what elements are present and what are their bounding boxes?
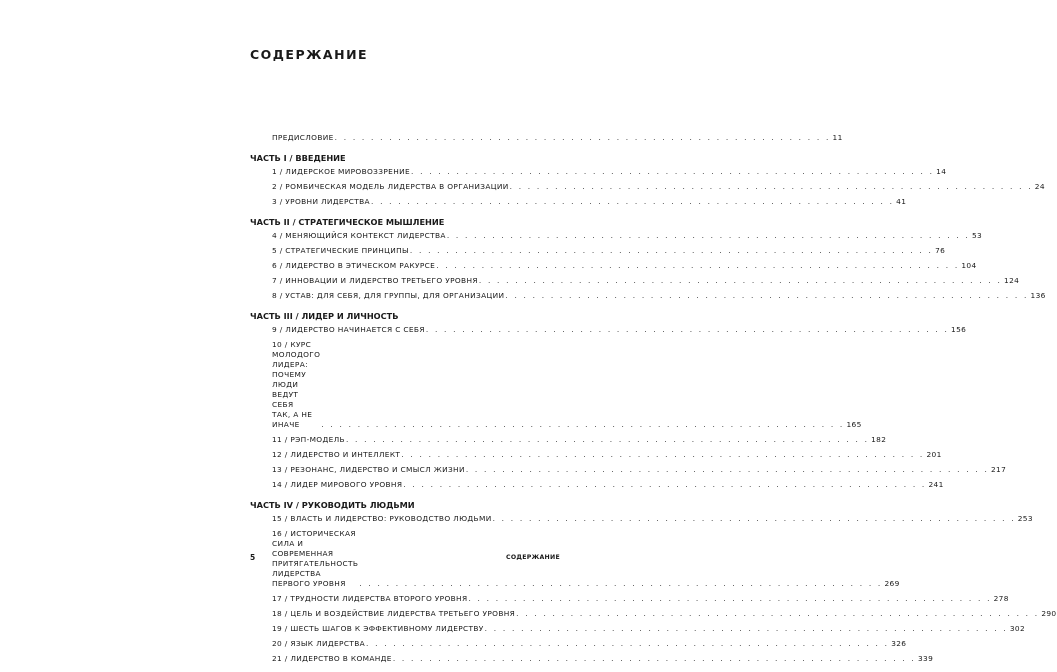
footer-running-head: СОДЕРЖАНИЕ	[506, 554, 561, 561]
toc-entry-title	[272, 624, 484, 634]
toc-section-title: ЧАСТЬ II / СТРАТЕГИЧЕСКОЕ МЫШЛЕНИЕ	[250, 217, 445, 227]
toc-entry-title-line: 18 / ЦЕЛЬ И ВОЗДЕЙСТВИЕ ЛИДЕРСТВА ТРЕТЬЕГО УРОВНЯ	[272, 609, 516, 618]
toc-leader-dots: . . . . . . . . . . . . . . . . . . . . . . . . . . . . . . . . . . . . . . . . . . . . . . . . . . . . . . . . . .	[425, 325, 950, 334]
toc-section	[250, 498, 1057, 664]
toc-entry-page: 156	[951, 325, 967, 334]
toc-entry-page: 165	[846, 420, 862, 429]
toc-entry-title-line: 16 / ИСТОРИЧЕСКАЯ СИЛА И СОВРЕМЕННАЯ	[272, 529, 356, 558]
toc-entry	[250, 261, 977, 271]
toc-section	[250, 151, 1045, 207]
toc-entry-page: 124	[1004, 276, 1020, 285]
toc-entry-title	[272, 594, 467, 604]
toc-entry-title	[272, 450, 400, 460]
toc-entry	[250, 609, 1057, 619]
toc-leader-dots: . . . . . . . . . . . . . . . . . . . . . . . . . . . . . . . . . . . . . . . . . . . . . . . . . . . . . . . . . .	[516, 609, 1040, 618]
toc-entry-title	[272, 514, 492, 524]
toc-entry-title-line: 6 / ЛИДЕРСТВО В ЭТИЧЕСКОМ РАКУРСЕ	[272, 261, 436, 270]
toc-entry-page: 136	[1030, 291, 1046, 300]
toc-entry-title-line: 12 / ЛИДЕРСТВО И ИНТЕЛЛЕКТ	[272, 450, 401, 459]
toc-entry	[250, 291, 1046, 301]
page-title: СОДЕРЖАНИЕ	[250, 47, 369, 62]
toc-entry-title	[272, 325, 425, 335]
toc-entry-title-line: 15 / ВЛАСТЬ И ЛИДЕРСТВО: РУКОВОДСТВО ЛЮДЬМИ	[272, 514, 492, 523]
toc-entry-page: 11	[832, 133, 843, 142]
toc-leader-dots: . . . . . . . . . . . . . . . . . . . . . . . . . . . . . . . . . . . . . . . . . . . . . . . . . . . . . . . . . .	[359, 579, 883, 588]
toc-leader-dots: . . . . . . . . . . . . . . . . . . . . . . . . . . . . . . . . . . . . . . . . . . . . . . . . . . . . . . . . . .	[392, 654, 916, 663]
toc-entry-title	[272, 182, 509, 192]
toc-entry	[250, 514, 1033, 524]
toc-entry-page: 241	[928, 480, 944, 489]
toc-leader-dots: . . . . . . . . . . . . . . . . . . . . . . . . . . . . . . . . . . . . . . . . . . . . . . . . . . . . . . . . . .	[478, 276, 1003, 285]
toc-leader-dots: . . . . . . . . . . . . . . . . . . . . . . . . . . . . . . . . . . . . . . . . . . . . . . . . . . . . . . . . . .	[409, 246, 934, 255]
toc-entry-title-line: 2 / РОМБИЧЕСКАЯ МОДЕЛЬ ЛИДЕРСТВА В ОРГАНИЗАЦИИ	[272, 182, 509, 191]
toc-entry-page: 201	[926, 450, 942, 459]
toc-section	[250, 309, 1007, 490]
toc-section	[250, 215, 1046, 301]
toc-entry-title	[272, 246, 409, 256]
toc-entry	[250, 167, 947, 177]
toc-entry-title-line: 9 / ЛИДЕРСТВО НАЧИНАЕТСЯ С СЕБЯ	[272, 325, 425, 334]
toc-leader-dots: . . . . . . . . . . . . . . . . . . . . . . . . . . . . . . . . . . . . . . . . . . . . . . . . . . . . . . . . . .	[401, 450, 925, 459]
toc-entry	[250, 182, 1045, 192]
toc-entry-page: 76	[935, 246, 946, 255]
toc-leader-dots: . . . . . . . . . . . . . . . . . . . . . . . . . . . . . . . . . . . . . . . . . . . . . . . . . . . . . . . . . .	[345, 435, 870, 444]
toc-entry-title	[272, 529, 358, 589]
toc-leader-dots: . . . . . . . . . . . . . . . . . . . . . . . . . . . . . . . . . . . . . . . . . . . . . . . . . . . . . . . . . .	[321, 420, 845, 429]
toc-entry-title	[272, 167, 410, 177]
toc-leader-dots: . . . . . . . . . . . . . . . . . . . . . . . . . . . . . . . . . . . . . . . . . . . . . . . . . . . . . . . . . .	[436, 261, 960, 270]
toc-leader-dots: . . . . . . . . . . . . . . . . . . . . . . . . . . . . . . . . . . . . . . . . . . . . . . . . . . . . . . . . . .	[411, 167, 935, 176]
toc-entry-page: 290	[1041, 609, 1057, 618]
toc-entry-title	[272, 435, 345, 445]
toc-entry-page: 269	[884, 579, 900, 588]
toc-entry-title-line: 3 / УРОВНИ ЛИДЕРСТВА	[272, 197, 370, 206]
toc-entry	[250, 465, 1007, 475]
toc-entry-page: 253	[1017, 514, 1033, 523]
toc-leader-dots: . . . . . . . . . . . . . . . . . . . . . . . . . . . . . . . . . . . . . . . . . . . . . . . . . . . . . . . . . .	[465, 465, 989, 474]
toc-entry-title	[272, 340, 320, 430]
toc-entry-title	[272, 276, 478, 286]
toc-entry	[250, 450, 942, 460]
toc-entry-title	[272, 609, 515, 619]
toc-leader-dots: . . . . . . . . . . . . . . . . . . . . . . . . . . . . . . . . . . . . . . . . . . . . . . . . . . . . . . . . . .	[484, 624, 1008, 633]
toc-entry-title: ПРЕДИСЛОВИЕ	[272, 133, 334, 142]
toc-entry-title-line: 1 / ЛИДЕРСКОЕ МИРОВОЗЗРЕНИЕ	[272, 167, 410, 176]
toc-entry-title-line: 8 / УСТАВ: ДЛЯ СЕБЯ, ДЛЯ ГРУППЫ, ДЛЯ ОРГАНИЗАЦИИ	[272, 291, 505, 300]
toc-entry	[250, 276, 1020, 286]
toc-entry	[250, 654, 934, 664]
toc-entry-title-line: 5 / СТРАТЕГИЧЕСКИЕ ПРИНЦИПЫ	[272, 246, 409, 255]
toc-leader-dots: . . . . . . . . . . . . . . . . . . . . . . . . . . . . . . . . . . . . . . . . . . . . . . . . . . . . . . . . . .	[468, 594, 992, 603]
toc-leader-dots: . . . . . . . . . . . . . . . . . . . . . . . . . . . . . . . . . . . . . . . . . . . . . . . . . . . . . . .	[334, 133, 831, 142]
toc-entry	[250, 624, 1026, 634]
toc-entry-title-line: ПРИТЯГАТЕЛЬНОСТЬ ЛИДЕРСТВА ПЕРВОГО УРОВНЯ	[272, 559, 359, 588]
toc-entry-page: 217	[991, 465, 1007, 474]
toc-section-title: ЧАСТЬ III / ЛИДЕР И ЛИЧНОСТЬ	[250, 311, 399, 321]
footer-page-number: 5	[250, 553, 256, 562]
toc-entry-title	[272, 480, 402, 490]
toc-leader-dots: . . . . . . . . . . . . . . . . . . . . . . . . . . . . . . . . . . . . . . . . . . . . . . . . . . . . . . . . . .	[446, 231, 970, 240]
toc-entry-page: 24	[1034, 182, 1045, 191]
toc-entry-page: 53	[971, 231, 983, 240]
toc-entry-page: 302	[1009, 624, 1026, 633]
toc-entry-title-line: ТАК, А НЕ ИНАЧЕ	[272, 410, 313, 429]
toc-leader-dots: . . . . . . . . . . . . . . . . . . . . . . . . . . . . . . . . . . . . . . . . . . . . . . . . . . . . . . . . . .	[492, 514, 1016, 523]
toc-entry-title-line: 20 / ЯЗЫК ЛИДЕРСТВА	[272, 639, 366, 648]
toc-section-title: ЧАСТЬ I / ВВЕДЕНИЕ	[250, 153, 346, 163]
toc-entry-title	[272, 639, 365, 649]
toc-entry	[250, 325, 967, 335]
toc-entry-title	[272, 231, 446, 241]
toc-entry-page: 326	[891, 639, 907, 648]
toc-entry-page: 182	[871, 435, 887, 444]
toc-entry	[250, 231, 983, 241]
toc-entry-title-line: 11 / РЭП-МОДЕЛЬ	[272, 435, 345, 444]
toc-entry-page: 41	[896, 197, 907, 206]
toc-entry-title	[272, 197, 370, 207]
table-of-contents	[250, 133, 1057, 672]
toc-entry-title-line: 17 / ТРУДНОСТИ ЛИДЕРСТВА ВТОРОГО УРОВНЯ	[272, 594, 468, 603]
toc-leader-dots: . . . . . . . . . . . . . . . . . . . . . . . . . . . . . . . . . . . . . . . . . . . . . . . . . . . . . . . . . .	[505, 291, 1029, 300]
toc-entry-title-line: 7 / ИННОВАЦИИ И ЛИДЕРСТВО ТРЕТЬЕГО УРОВНЯ	[272, 276, 478, 285]
toc-entry-title-line: 14 / ЛИДЕР МИРОВОГО УРОВНЯ	[272, 480, 403, 489]
toc-entry-title-line: 21 / ЛИДЕРСТВО В КОМАНДЕ	[272, 654, 392, 663]
toc-entry-title	[272, 465, 465, 475]
toc-entry-title	[272, 261, 435, 271]
toc-entry	[250, 133, 843, 143]
toc-leader-dots: . . . . . . . . . . . . . . . . . . . . . . . . . . . . . . . . . . . . . . . . . . . . . . . . . . . . . . . . . .	[370, 197, 895, 206]
toc-entry	[250, 340, 862, 430]
toc-entry	[250, 639, 907, 649]
toc-entry-title	[272, 291, 504, 301]
toc-entry-page: 339	[917, 654, 934, 663]
toc-entry-page: 14	[936, 167, 947, 176]
toc-entry-title-line: 13 / РЕЗОНАНС, ЛИДЕРСТВО И СМЫСЛ ЖИЗНИ	[272, 465, 465, 474]
toc-leader-dots: . . . . . . . . . . . . . . . . . . . . . . . . . . . . . . . . . . . . . . . . . . . . . . . . . . . . . . . . . .	[403, 480, 927, 489]
toc-entry	[250, 435, 887, 445]
toc-entry-title-line: 10 / КУРС МОЛОДОГО ЛИДЕРА: ПОЧЕМУ ЛЮДИ ВЕДУТ СЕБЯ	[272, 340, 321, 409]
toc-entry-title	[272, 654, 392, 664]
toc-entry-page: 104	[961, 261, 977, 270]
toc-entry	[250, 197, 907, 207]
toc-entry	[250, 246, 946, 256]
toc-preface	[250, 133, 843, 143]
toc-entry	[250, 594, 1009, 604]
toc-entry	[250, 480, 944, 490]
toc-section-title: ЧАСТЬ IV / РУКОВОДИТЬ ЛЮДЬМИ	[250, 500, 415, 510]
toc-entry-title-line: 4 / МЕНЯЮЩИЙСЯ КОНТЕКСТ ЛИДЕРСТВА	[272, 231, 446, 240]
toc-leader-dots: . . . . . . . . . . . . . . . . . . . . . . . . . . . . . . . . . . . . . . . . . . . . . . . . . . . . . . . . . .	[366, 639, 890, 648]
toc-leader-dots: . . . . . . . . . . . . . . . . . . . . . . . . . . . . . . . . . . . . . . . . . . . . . . . . . . . . . . . . . .	[509, 182, 1033, 191]
toc-entry-page: 278	[993, 594, 1009, 603]
toc-entry-title-line: 19 / ШЕСТЬ ШАГОВ К ЭФФЕКТИВНОМУ ЛИДЕРСТВУ	[272, 624, 484, 633]
